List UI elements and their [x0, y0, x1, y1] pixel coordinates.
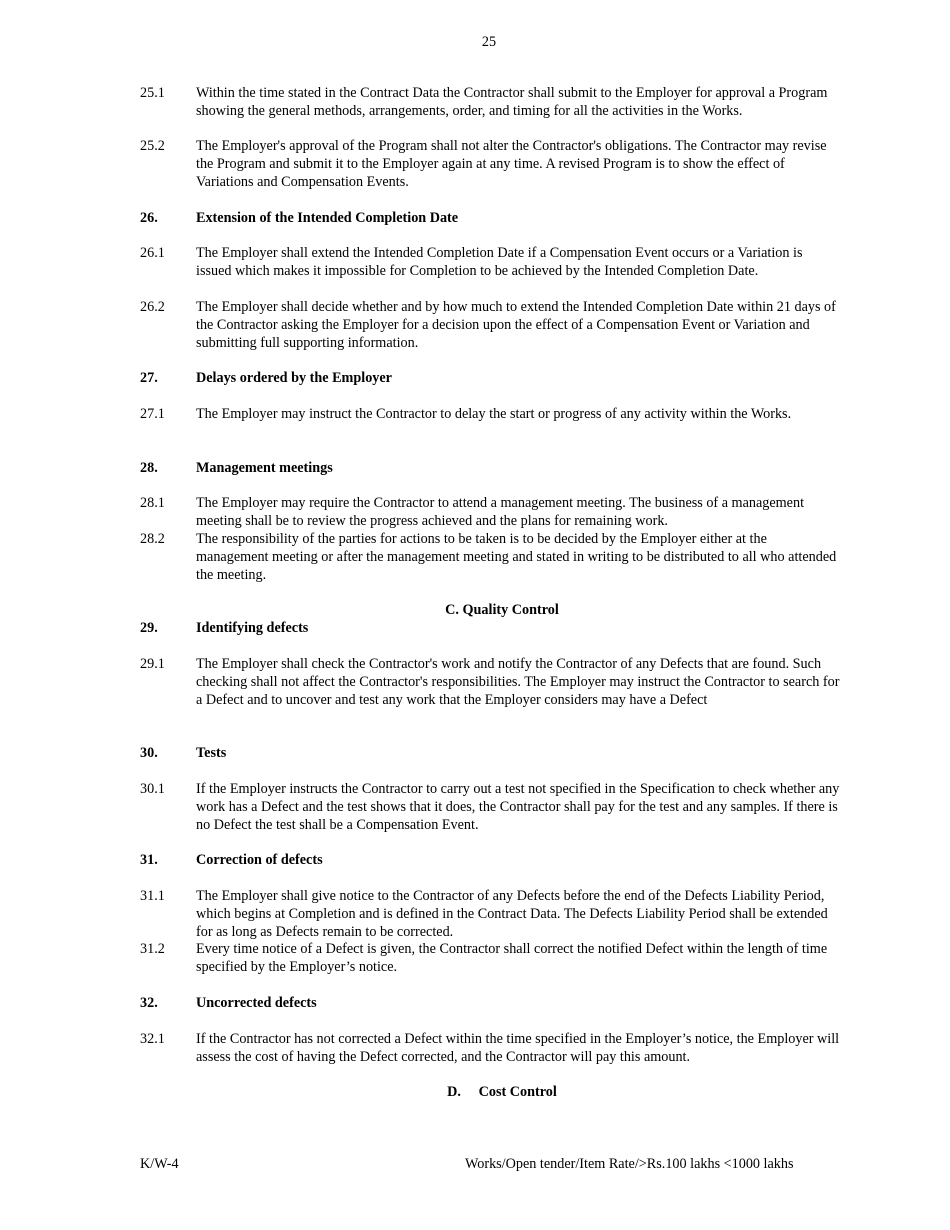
heading-number: 31.: [140, 852, 158, 868]
clause-text: The Employer may instruct the Contractor to delay the start or progress of any activity within the Works.: [196, 406, 792, 422]
clause-number: 31.2: [140, 941, 165, 957]
heading-number: 28.: [140, 460, 158, 476]
heading-number: 30.: [140, 745, 158, 761]
clause-number: 25.1: [140, 85, 165, 101]
clause-number: 30.1: [140, 781, 165, 797]
clause-number: 25.2: [140, 138, 165, 154]
clause-text: The Employer shall give notice to the Contractor of any Defects before the end of the Defects Liability Period, which begins at Completion and is defined in the Contract Data. The Defects Liability Period shall be extended for as long as Defects remain to be corrected.: [196, 888, 828, 940]
clause-number: 27.1: [140, 406, 165, 422]
clause-number: 32.1: [140, 1031, 165, 1047]
clause-number: 31.1: [140, 888, 165, 904]
heading-text: Extension of the Intended Completion Date: [196, 210, 459, 226]
heading-text: Delays ordered by the Employer: [196, 370, 392, 386]
heading-text: Management meetings: [196, 460, 333, 476]
heading-text: Uncorrected defects: [196, 995, 317, 1011]
heading-text: Correction of defects: [196, 852, 323, 868]
heading-number: 32.: [140, 995, 158, 1011]
clause-number: 26.2: [140, 299, 165, 315]
clause-text: The Employer shall extend the Intended Completion Date if a Compensation Event occurs or a Variation is issued which makes it impossible for Completion to be achieved by the Intended Completion Date.: [196, 245, 803, 279]
clause-text: If the Contractor has not corrected a Defect within the time specified in the Employer’s notice, the Employer will assess the cost of having the Defect corrected, and the Contractor will pay this amount.: [196, 1031, 840, 1065]
clause-text: If the Employer instructs the Contractor to carry out a test not specified in the Specification to check whether any work has a Defect and the test shows that it does, the Contractor shall pay for the test and any samples. If there is no Defect the test shall be a Compensation Event.: [196, 781, 840, 833]
footer-description: Works/Open tender/Item Rate/>Rs.100 lakhs <1000 lakhs: [465, 1156, 794, 1172]
clause-text: The Employer's approval of the Program shall not alter the Contractor's obligations. The Contractor may revise the Program and submit it to the Employer again at any time. A revised Program is to show the effect of Variations and Compensation Events.: [196, 138, 827, 190]
clause-text: Within the time stated in the Contract Data the Contractor shall submit to the Employer for approval a Program showing the general methods, arrangements, order, and timing for all the activities in the Works.: [196, 85, 828, 119]
footer-code: K/W-4: [140, 1156, 179, 1172]
clause-text: Every time notice of a Defect is given, the Contractor shall correct the notified Defect within the length of time specified by the Employer’s notice.: [196, 941, 828, 975]
heading-text: Identifying defects: [196, 620, 309, 636]
clause-text: The Employer may require the Contractor to attend a management meeting. The business of a management meeting shall be to review the progress achieved and the plans for remaining work.: [196, 495, 805, 529]
clause-number: 26.1: [140, 245, 165, 261]
heading-number: 27.: [140, 370, 158, 386]
page-number: 25: [481, 34, 497, 50]
heading-text: Tests: [196, 745, 227, 761]
heading-number: 26.: [140, 210, 158, 226]
section-heading-cost-control: D. Cost Control: [447, 1084, 557, 1100]
clause-text: The Employer shall decide whether and by how much to extend the Intended Completion Date within 21 days of the Contractor asking the Employer for a decision upon the effect of a Compensation Event or Variation and submitting full supporting information.: [196, 299, 836, 351]
section-heading-quality-control: C. Quality Control: [445, 602, 559, 618]
heading-number: 29.: [140, 620, 158, 636]
clause-number: 28.2: [140, 531, 165, 547]
clause-number: 29.1: [140, 656, 165, 672]
clause-text: The responsibility of the parties for actions to be taken is to be decided by the Employer either at the management meeting or after the management meeting and stated in writing to be distributed to all who attended the meeting.: [196, 531, 837, 583]
clause-number: 28.1: [140, 495, 165, 511]
clause-text: The Employer shall check the Contractor's work and notify the Contractor of any Defects that are found. Such checking shall not affect the Contractor's responsibilities. The Employer may instruct the Contractor to search for a Defect and to uncover and test any work that the Employer considers may have a Defect: [196, 656, 840, 708]
